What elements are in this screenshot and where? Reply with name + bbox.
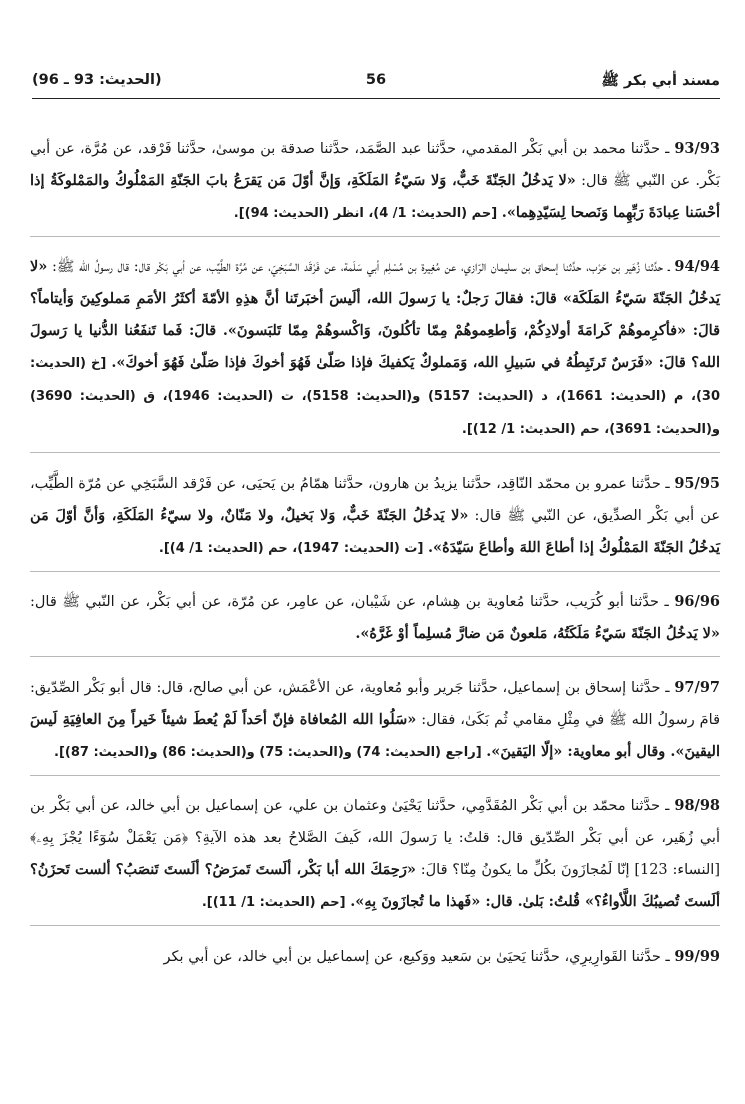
hadith-text: «لا يَدخُلُ الجَنّةَ سَيّءُ مَلَكَتُهُ، مَلعونٌ مَن ضارَّ مُسلِماً أوْ غَرَّهُ».	[355, 625, 720, 642]
page-body	[30, 118, 720, 989]
hadith-chain: ـ حدَّثنا محمد بن أبي بَكْر المقدمي، حدَّثنا عبد الصَّمَد، حدَّثنا صدقة بن موسىٰ، حدَّثنا فَرْقد، عن مُرَّة، عن أبي بَكْر. عن النّبي ﷺ قال:	[30, 140, 721, 189]
hadith-93	[30, 133, 720, 237]
page-header	[32, 68, 720, 99]
hadith-number: 99/99	[674, 947, 720, 965]
book-title: مسند أبي بكر ﷺ	[601, 73, 720, 89]
hadith-number: 95/95	[674, 474, 720, 492]
hadith-text: «رَحِمَكَ الله أبا بَكْر، ألَستَ تَمرَضُ؟ ألَستَ تَنصَبُ؟ ألست تَحزَنُ؟ ألَستَ تُصيبُكَ اللَّأواءُ؟» قُلتُ: بَلىٰ. قال: «فَهذا ما تُجازَونَ بِهِ».	[30, 861, 720, 910]
hadith-reference: [حم (الحديث: 1/ 4)، انظر (الحديث: 94)].	[233, 205, 498, 221]
hadith-chain: ـ حدَّثنا محمّد بن أبي بَكْر المُقَدَّمِي، حدَّثنا يَحْيَىٰ وعثمان بن علي، عن إسماعيل بن أبي خالد، عن أبي بَكْر بن أبي زُهَير، عن أبي بَكْر الصِّدّيق قال: قلتُ: يا رَسولَ الله، كَيفَ الصَّلاحُ بعد هذه الآيةِ؟ ﴿مَن يَعْمَلْ سُوٓءًا يُجْزَ بِهِۦ﴾ [النساء: 123] إنّا لَمُجازَونَ بكُلِّ ما يكونُ مِنّا؟ قالَ:	[30, 798, 720, 878]
hadith-reference: [خ (الحديث: 30)، م (الحديث: 1661)، د (الحديث: 5157) و(الحديث: 5158)، ت (الحديث: 1946)، ق (الحديث: 3690) و(الحديث: 3691)، حم (الحديث: 1/ 12)].	[30, 356, 720, 437]
hadith-chain: ـ حدَّثنا عمرو بن محمّد النّاقِد، حدَّثنا يزيدُ بن هارون، حدَّثنا همّامُ بن يَحيَى، عن فَرْقد السَّبَخِي عن مُرّة الطَّيِّب، عن أبي بَكْر الصدِّيق، عن النّبي ﷺ قال:	[30, 475, 720, 524]
hadith-reference: [ت (الحديث: 1947)، حم (الحديث: 1/ 4)].	[158, 540, 424, 556]
hadith-97	[30, 672, 720, 776]
hadith-98	[30, 790, 720, 926]
hadith-94	[30, 251, 720, 453]
hadith-number: 93/93	[674, 139, 720, 157]
hadith-number: 97/97	[674, 678, 720, 696]
hadith-96	[30, 586, 720, 657]
hadith-number: 96/96	[674, 593, 720, 610]
hadith-text: «لا يَدخُلُ الجَنّةَ خَبٌّ، وَلا سَيّءُ المَلَكَةِ، وَإنَّ أوّلَ مَن يَقرَعُ بابَ الجَنّةِ المَمْلُوكُ والمَمْلوكَةُ إذا أحْسَنا عِبادَةَ رَبِّهِما وَنَصحا لِسَيّدِهِما».	[30, 171, 720, 221]
hadith-number: 98/98	[674, 797, 721, 814]
hadith-text: «لا يَدخُلُ الجَنّةَ سَيّءُ المَلَكَة» قالَ: فقالَ رَجلٌ: يا رَسولَ الله، ألَيسَ أخبَرتَنا أنَّ هذِهِ الأمّةَ أكثَرُ الأمَمِ مَملوكِينَ وَأيتاماً؟ قالَ: «فأكرِموهُمْ كَرامَةَ أولادِكُمْ، وَأطعِموهُمْ مِمّا تأكُلونَ، وَاكْسوهُمْ مِمّا تَلبَسونَ». قالَ: فَما تَنفَعُنا الدُّنيا يا رَسولَ الله؟ قالَ: «فَرَسٌ تَرتَبِطُهُ في سَبيلِ الله، وَمَملوكٌ يَكفيكَ فإذا صَلّىٰ فَهُوَ أخوكَ فإذا صَلّىٰ فَهُوَ أخوكَ».	[30, 258, 721, 371]
hadith-chain: ـ حدَّثنا إسحاق بن إسماعيل، حدَّثنا جَرير وأبو مُعاوية، عن الأعْمَش، عن أبي صالح، قال: قال أبو بَكْر الصِّدّيق: قامَ رسولُ الله ﷺ في مِثْلِ مقامي ثُم بَكَىٰ، فقال:	[30, 679, 720, 728]
hadith-reference: [راجع (الحديث: 74) و(الحديث: 75) و(الحديث: 86) و(الحديث: 87)].	[54, 744, 482, 760]
hadith-range: (الحديث: 93 ـ 96)	[32, 72, 162, 88]
hadith-99	[30, 941, 720, 979]
page-number: 56	[365, 72, 387, 88]
hadith-text: «لا يَدخُلُ الجَنّةَ خَبٌّ، وَلا بَخيلٌ، ولا مَنّانٌ، ولا سيّءُ المَلَكَةِ، وَأنَّ أوّلَ مَن يَدخُلُ الجَنّةَ المَمْلُوكُ إذا أطاعَ اللهَ وأطاعَ سَيّدَهُ».	[30, 506, 720, 556]
hadith-text: «سَلُوا الله المُعافاة فإنّ أحَداً لَمْ يُعطَ شيئاً خَيراً مِنَ العافِيَةِ لَيسَ اليقينَ». وقال أبو معاوية: «إلّا اليَقينَ».	[30, 710, 720, 760]
hadith-chain: ـ حدَّثنا أبو كُرَيب، حدَّثنا مُعاوية بن هِشام، عن شَيْبان، عن عامِر، عن مُرّة، عن أبي بَكْر، عن النّبي ﷺ قال:	[30, 594, 669, 610]
hadith-chain: ـ حدَّثنا القَوارِيرِي، حدَّثنا يَحيَىٰ بن سَعيد ووَكيع، عن إسماعيل بن أبي خالد، عن أبي بكر	[163, 948, 670, 965]
hadith-chain: ـ حدَّثنا زُهَير بن حَرْب، حدَّثنا إسحاق بن سليمان الرّازي، عن مُغِيرة بن مُسْلِم أبي سَلَمة، عن فَرْقَد السَّبَخِيّ، عن مُرَّة الطَّيِّب، عن أبي بَكْر قال: قال رسولُ الله ﷺ:	[52, 259, 670, 275]
hadith-95	[30, 468, 720, 572]
hadith-reference: [حم (الحديث: 1/ 11)].	[201, 895, 346, 910]
hadith-number: 94/94	[674, 258, 721, 275]
